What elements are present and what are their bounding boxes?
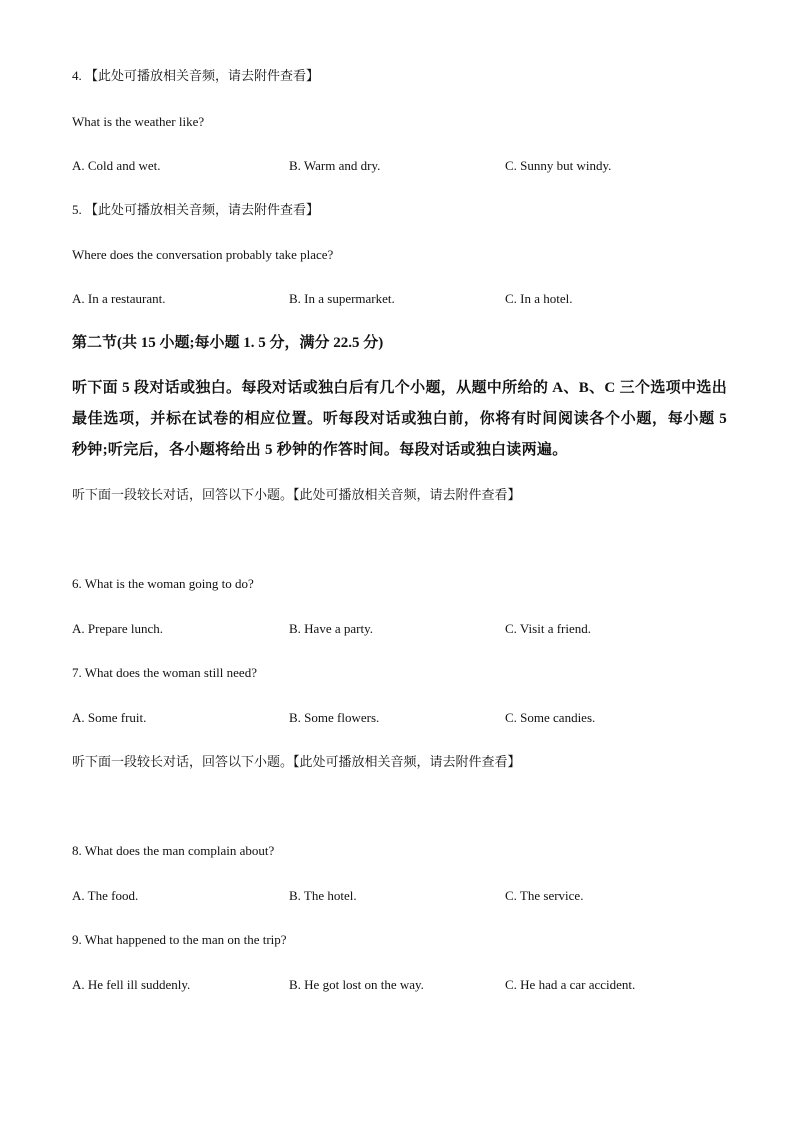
q9-option-a: A. He fell ill suddenly.	[72, 977, 191, 992]
q5-option-a: A. In a restaurant.	[72, 291, 166, 306]
q4-option-b: B. Warm and dry.	[289, 158, 381, 173]
q5-question: Where does the conversation probably take place?	[72, 247, 334, 262]
q5-option-c: C. In a hotel.	[505, 291, 573, 306]
q6-option-a: A. Prepare lunch.	[72, 621, 163, 636]
q8-option-a: A. The food.	[72, 888, 139, 903]
section2-instructions: 听下面 5 段对话或独白。每段对话或独白后有几个小题，从题中所给的 A、B、C 三个选项中选出最佳选项，并标在试卷的相应位置。听每段对话或独白前，你将有时间阅读各个小题，每小题 5 秒钟;听完后，各小题将给出 5 秒钟的作答时间。每段对话或独白读两遍。	[72, 380, 727, 458]
q4-option-a: A. Cold and wet.	[72, 158, 161, 173]
q8-option-b: B. The hotel.	[289, 888, 357, 903]
dialog2-intro: 听下面一段较长对话，回答以下小题。【此处可播放相关音频，请去附件查看】	[72, 754, 521, 769]
q6-option-b: B. Have a party.	[289, 621, 373, 636]
q4-question: What is the weather like?	[72, 114, 205, 129]
q9-question: 9. What happened to the man on the trip?	[72, 932, 287, 947]
q8-question: 8. What does the man complain about?	[72, 843, 275, 858]
q7-option-b: B. Some flowers.	[289, 710, 380, 725]
section2-heading: 第二节(共 15 小题;每小题 1. 5 分，满分 22.5 分)	[72, 335, 384, 351]
q6-question: 6. What is the woman going to do?	[72, 576, 254, 591]
q7-option-a: A. Some fruit.	[72, 710, 147, 725]
q6-option-c: C. Visit a friend.	[505, 621, 591, 636]
q4-audio-note: 4. 【此处可播放相关音频，请去附件查看】	[72, 68, 320, 83]
q5-option-b: B. In a supermarket.	[289, 291, 395, 306]
q8-option-c: C. The service.	[505, 888, 584, 903]
q5-audio-note: 5. 【此处可播放相关音频，请去附件查看】	[72, 202, 320, 217]
q9-option-c: C. He had a car accident.	[505, 977, 636, 992]
q9-option-b: B. He got lost on the way.	[289, 977, 424, 992]
q7-question: 7. What does the woman still need?	[72, 665, 257, 680]
dialog1-intro: 听下面一段较长对话，回答以下小题。【此处可播放相关音频，请去附件查看】	[72, 487, 521, 502]
q7-option-c: C. Some candies.	[505, 710, 596, 725]
q4-option-c: C. Sunny but windy.	[505, 158, 612, 173]
